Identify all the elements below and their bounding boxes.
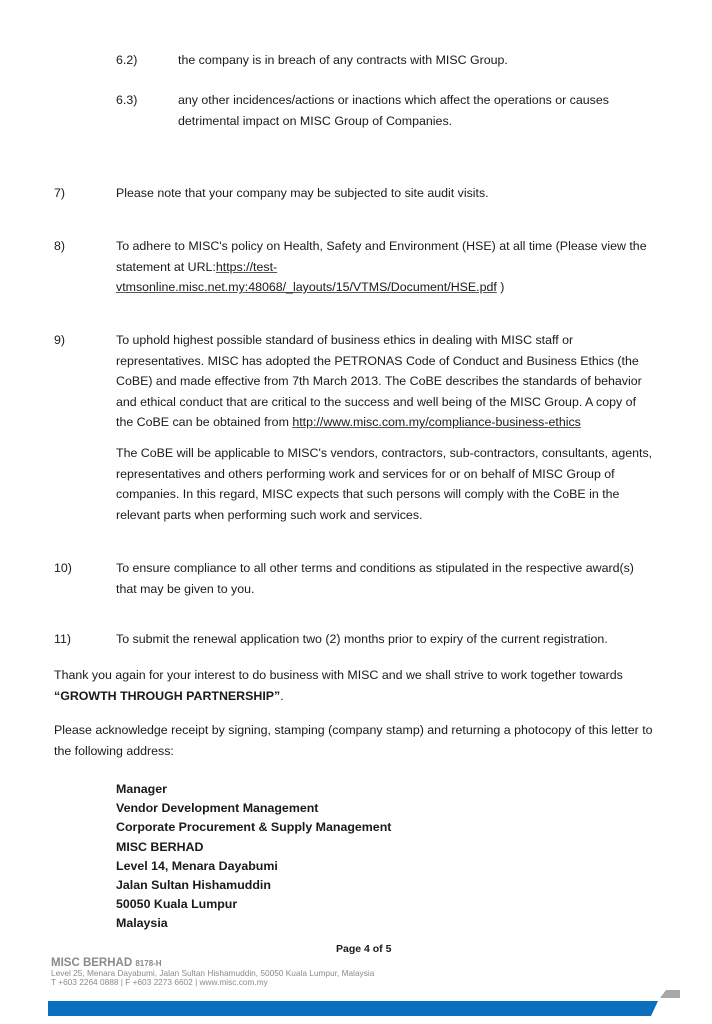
text-line: To uphold highest possible standard of business ethics in dealing with MISC staff or — [116, 333, 574, 347]
acknowledge-paragraph — [54, 720, 653, 761]
item-6-2-text: the company is in breach of any contracts with MISC Group. — [178, 53, 508, 67]
footer-company-name: MISC BERHAD — [51, 957, 133, 969]
address-line: Malaysia — [116, 916, 168, 931]
item-9-text — [116, 330, 642, 433]
address-line: 50050 Kuala Lumpur — [116, 897, 238, 912]
text-line: companies. In this regard, MISC expects that such persons will comply with the CoBE in the — [116, 487, 620, 501]
text-line: The CoBE will be applicable to MISC's vendors, contractors, sub-contractors, consultants, agents, — [116, 446, 653, 460]
text-segment: statement at URL: — [116, 259, 216, 274]
address-line: Vendor Development Management — [116, 801, 319, 816]
footer-brand-bar — [0, 985, 712, 1024]
text-line — [116, 277, 647, 298]
text-line: representatives and others performing work and services for or on behalf of MISC Group of — [116, 466, 615, 481]
item-11-text: To submit the renewal application two (2) months prior to expiry of the current registration. — [116, 632, 608, 646]
text-line: To adhere to MISC's policy on Health, Safety and Environment (HSE) at all time (Please view the — [116, 239, 647, 253]
text-line: Thank you again for your interest to do business with MISC and we shall strive to work together towards — [54, 668, 623, 682]
item-9-number: 9) — [54, 333, 66, 347]
brand-gray-accent — [660, 990, 680, 998]
text-line: relevant parts when performing such work and services. — [116, 507, 423, 522]
brand-blue-bar — [48, 1001, 658, 1016]
item-6-3-text — [178, 90, 609, 131]
item-7-number: 7) — [54, 186, 66, 200]
footer-address: Level 25, Menara Dayabumi, Jalan Sultan Hishamuddin, 50050 Kuala Lumpur, Malaysia — [51, 968, 375, 978]
item-7-text: Please note that your company may be subjected to site audit visits. — [116, 186, 489, 200]
item-6-2 — [116, 50, 137, 71]
item-8-number: 8) — [54, 239, 66, 253]
item-10-text — [116, 558, 634, 599]
text-line — [116, 257, 647, 278]
closing-paragraph — [54, 665, 623, 706]
address-line: Jalan Sultan Hishamuddin — [116, 878, 271, 893]
item-8-text — [116, 236, 647, 298]
mailing-address — [116, 780, 391, 934]
hse-policy-link[interactable]: https://test- — [215, 259, 278, 274]
text-segment: . — [280, 688, 284, 703]
slogan: “GROWTH THROUGH PARTNERSHIP” — [54, 688, 281, 703]
item-6-3-number: 6.3) — [116, 93, 138, 107]
text-line: and ethical conduct that are critical to the success and well being of the MISC Group. A copy of — [116, 394, 637, 409]
text-segment: ) — [496, 280, 505, 294]
text-line: Please acknowledge receipt by signing, stamping (company stamp) and returning a photocopy of this letter to — [54, 723, 653, 737]
item-9-paragraph-2 — [116, 443, 652, 525]
address-line: MISC BERHAD — [116, 839, 204, 854]
address-line: Level 14, Menara Dayabumi — [116, 858, 278, 873]
item-11-number: 11) — [54, 632, 71, 646]
text-line: detrimental impact on MISC Group of Companies. — [178, 113, 453, 128]
address-line: Manager — [116, 782, 167, 796]
footer-reg-no: 8178-H — [135, 959, 162, 968]
text-line — [116, 412, 642, 433]
text-line: any other incidences/actions or inactions which affect the operations or causes — [178, 93, 609, 107]
cobe-link[interactable]: http://www.misc.com.my/compliance-business-ethics — [292, 415, 581, 429]
text-line: that may be given to you. — [116, 581, 255, 596]
text-segment: the CoBE can be obtained from — [116, 415, 293, 429]
text-line: representatives. MISC has adopted the PETRONAS Code of Conduct and Business Ethics (the — [116, 353, 639, 368]
item-number: 6.2) — [116, 53, 138, 67]
text-line: CoBE) and made effective from 7th March 2013. The CoBE describes the standards of behavior — [116, 374, 642, 388]
hse-policy-link-cont[interactable]: vtmsonline.misc.net.my:48068/_layouts/15/VTMS/Document/HSE.pdf — [116, 280, 497, 294]
text-line: the following address: — [54, 743, 174, 758]
text-line — [54, 686, 623, 707]
item-10-number: 10) — [54, 561, 72, 575]
text-line: To ensure compliance to all other terms and conditions as stipulated in the respective award(s) — [116, 561, 634, 575]
address-line: Corporate Procurement & Supply Management — [116, 820, 392, 835]
footer-contact: T +603 2264 0888 | F +603 2273 6602 | www.misc.com.my — [51, 977, 268, 987]
page-number: Page 4 of 5 — [336, 943, 392, 955]
